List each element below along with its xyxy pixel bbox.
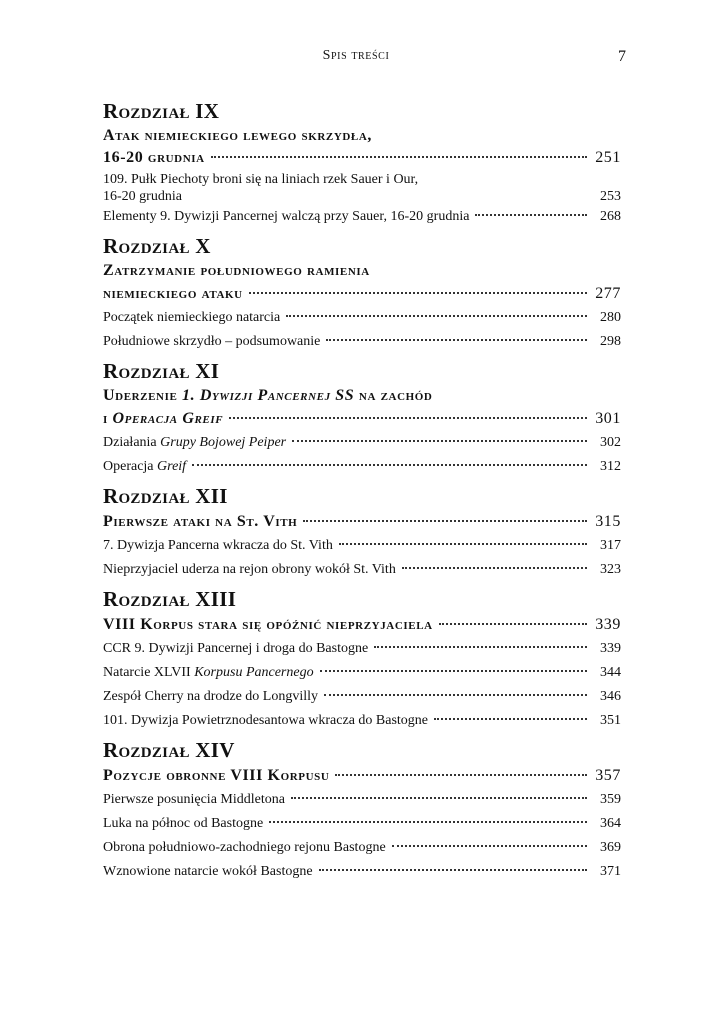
- chapter-title-xiii: VIII Korpus stara się opóźnić nieprzyjaciela: [103, 616, 433, 633]
- toc-entry[interactable]: [103, 171, 621, 205]
- page-ref: 312: [600, 459, 621, 474]
- toc-entry-title: Wznowione natarcie wokół Bastogne: [103, 864, 313, 879]
- toc-entry-title: Początek niemieckiego natarcia: [103, 310, 281, 325]
- dot-leader: [319, 869, 587, 871]
- toc-entry-title: [103, 431, 286, 455]
- toc-entry-title: 101. Dywizja Powietrznodesantowa wkracza do Bastogne: [103, 713, 429, 728]
- toc-entry[interactable]: [103, 558, 621, 582]
- chapter-label-xi: Rozdział XI: [103, 359, 220, 383]
- toc-entry[interactable]: [103, 637, 621, 661]
- dot-leader: [402, 567, 587, 569]
- toc-entry[interactable]: [103, 709, 621, 733]
- entry-part: Operacja: [103, 459, 158, 474]
- toc-entry[interactable]: [103, 860, 621, 884]
- page-ref: 298: [600, 334, 621, 349]
- dot-leader: [326, 339, 587, 341]
- table-of-contents: [103, 98, 621, 884]
- dot-leader: [211, 156, 587, 158]
- title-part: i: [103, 410, 113, 427]
- dot-leader: [339, 543, 587, 545]
- page-number: 7: [618, 48, 626, 65]
- chapter-title-ix-entry[interactable]: [103, 147, 621, 169]
- entry-part-italic: Greif: [157, 459, 187, 474]
- toc-entry-title: Luka na północ od Bastogne: [103, 816, 264, 831]
- toc-entry-title: Południowe skrzydło – podsumowanie: [103, 334, 321, 349]
- title-part: na zachód: [354, 387, 433, 404]
- page-ref: 251: [595, 149, 621, 166]
- toc-entry-title: CCR 9. Dywizji Pancernej i droga do Bastogne: [103, 641, 369, 656]
- chapter-label-xii: Rozdział XII: [103, 484, 228, 508]
- page-ref: 371: [600, 864, 621, 879]
- dot-leader: [335, 774, 587, 776]
- chapter-title-xi-line1: [103, 385, 621, 407]
- entry-part: Natarcie XLVII: [103, 665, 195, 680]
- chapter-title-xi-line2: [103, 407, 223, 431]
- page-ref: 277: [595, 285, 621, 302]
- chapter-title-xii: Pierwsze ataki na St. Vith: [103, 513, 298, 530]
- page-ref: 357: [595, 767, 621, 784]
- page-ref: 339: [600, 641, 621, 656]
- chapter-label-xiii: Rozdział XIII: [103, 587, 237, 611]
- toc-entry[interactable]: [103, 306, 621, 330]
- toc-entry[interactable]: [103, 205, 621, 229]
- toc-entry-title: Nieprzyjaciel uderza na rejon obrony wokół St. Vith: [103, 562, 396, 577]
- dot-leader: [192, 464, 587, 466]
- dot-leader: [320, 670, 587, 672]
- chapter-title-ix-line1: Atak niemieckiego lewego skrzydła,: [103, 127, 373, 144]
- chapter-title-xii-entry[interactable]: [103, 510, 621, 534]
- dot-leader: [291, 797, 587, 799]
- toc-entry[interactable]: [103, 455, 621, 479]
- page-ref: 280: [600, 310, 621, 325]
- dot-leader: [392, 845, 587, 847]
- page-ref: 301: [595, 410, 621, 427]
- chapter-title-xiv: Pozycje obronne VIII Korpusu: [103, 767, 330, 784]
- page-ref: 346: [600, 689, 621, 704]
- dot-leader: [475, 214, 587, 216]
- chapter-title-xi-entry[interactable]: [103, 407, 621, 431]
- page-ref: 351: [600, 713, 621, 728]
- page-ref: 323: [600, 562, 621, 577]
- chapter-title-xiv-entry[interactable]: [103, 764, 621, 788]
- toc-entry[interactable]: [103, 836, 621, 860]
- chapter-label-xiv: Rozdział XIV: [103, 738, 235, 762]
- page-ref: 268: [600, 209, 621, 224]
- dot-leader: [229, 417, 587, 419]
- page-ref: 253: [600, 189, 621, 204]
- page-ref: 364: [600, 816, 621, 831]
- entry-part-italic: Korpusu Pancernego: [194, 665, 314, 680]
- toc-entry[interactable]: [103, 685, 621, 709]
- toc-entry[interactable]: [103, 661, 621, 685]
- title-part: Uderzenie: [103, 387, 183, 404]
- running-title: Spis treści: [322, 48, 390, 63]
- dot-leader: [303, 520, 587, 522]
- dot-leader: [249, 292, 587, 294]
- chapter-title-x-entry[interactable]: [103, 282, 621, 306]
- toc-entry-title: [103, 661, 314, 685]
- page-ref: 359: [600, 792, 621, 807]
- toc-entry-line1: 109. Pułk Piechoty broni się na liniach rzek Sauer i Our,: [103, 172, 419, 187]
- toc-entry[interactable]: [103, 534, 621, 558]
- toc-entry[interactable]: [103, 812, 621, 836]
- toc-entry-title: Zespół Cherry na drodze do Longvilly: [103, 689, 319, 704]
- entry-part: Działania: [103, 435, 161, 450]
- toc-entry[interactable]: [103, 431, 621, 455]
- chapter-label-x: Rozdział X: [103, 234, 211, 258]
- dot-leader: [374, 646, 587, 648]
- page-ref: 302: [600, 435, 621, 450]
- page-ref: 315: [595, 513, 621, 530]
- toc-entry-line2: 16-20 grudnia: [103, 189, 182, 204]
- page-ref: 339: [595, 616, 621, 633]
- toc-entry-title: [103, 455, 186, 479]
- leader-space: [188, 194, 587, 196]
- dot-leader: [439, 623, 587, 625]
- chapter-title-x-line2: niemieckiego ataku: [103, 285, 243, 302]
- toc-entry-title: 7. Dywizja Pancerna wkracza do St. Vith: [103, 538, 333, 553]
- toc-entry[interactable]: [103, 788, 621, 812]
- chapter-title-xiii-entry[interactable]: [103, 613, 621, 637]
- title-part-italic: 1. Dywizji Pancernej SS: [182, 387, 355, 404]
- page-ref: 344: [600, 665, 621, 680]
- dot-leader: [324, 694, 587, 696]
- chapter-label-ix: Rozdział IX: [103, 99, 220, 123]
- chapter-title-ix-line2: 16-20 grudnia: [103, 149, 205, 166]
- dot-leader: [434, 718, 587, 720]
- running-head: [0, 48, 712, 72]
- entry-part-italic: Grupy Bojowej Peiper: [160, 435, 287, 450]
- dot-leader: [286, 315, 587, 317]
- toc-entry-title: Obrona południowo-zachodniego rejonu Bastogne: [103, 840, 386, 855]
- page-ref: 369: [600, 840, 621, 855]
- toc-entry-title: Pierwsze posunięcia Middletona: [103, 792, 285, 807]
- page-ref: 317: [600, 538, 621, 553]
- toc-entry[interactable]: [103, 330, 621, 354]
- title-part-italic: Operacja Greif: [112, 410, 224, 427]
- dot-leader: [292, 440, 587, 442]
- toc-entry-title: Elementy 9. Dywizji Pancernej walczą przy Sauer, 16-20 grudnia: [103, 209, 470, 224]
- dot-leader: [269, 821, 587, 823]
- chapter-title-x-line1: Zatrzymanie południowego ramienia: [103, 262, 370, 279]
